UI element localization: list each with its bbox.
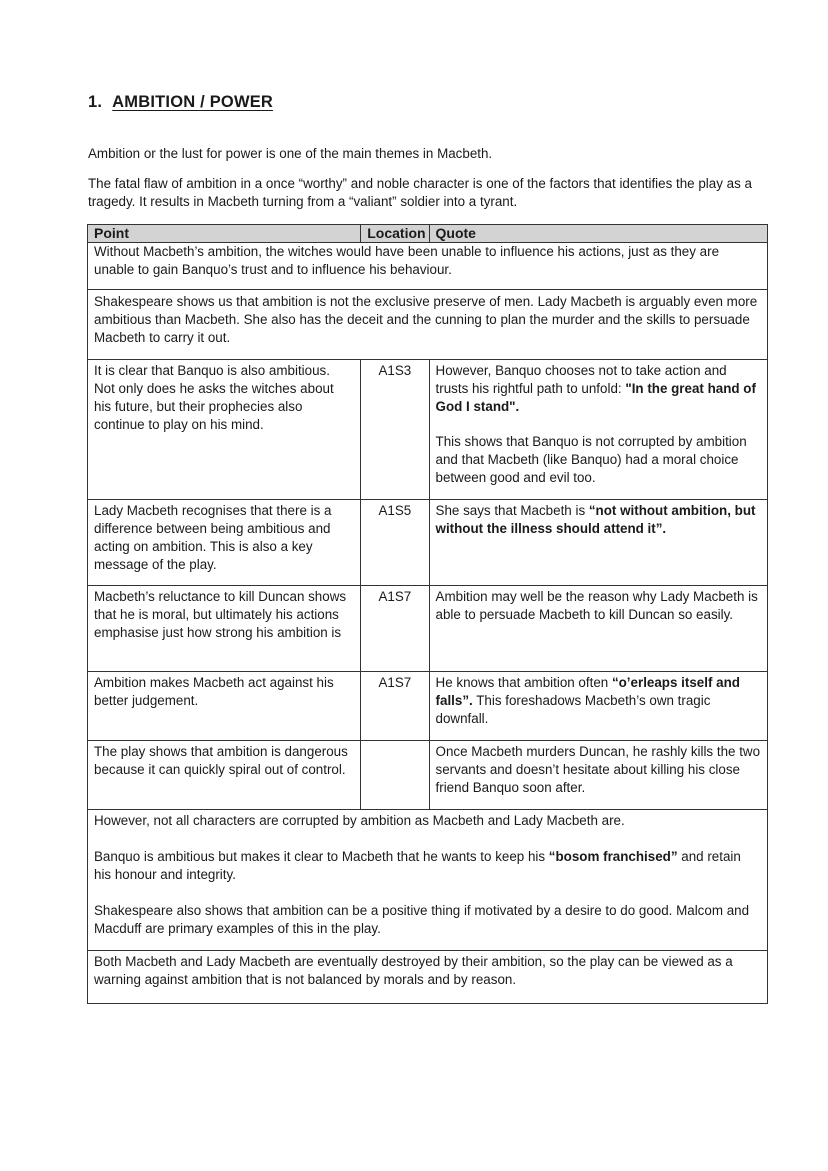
section-title: AMBITION / POWER <box>112 93 274 111</box>
table-row-span <box>88 290 768 360</box>
quote-cell <box>429 500 767 586</box>
themes-table <box>87 224 768 1004</box>
point-cell: Macbeth’s reluctance to kill Duncan shows that he is moral, but ultimately his actions emphasise just how strong his ambition is <box>88 586 361 672</box>
quote-cell: Ambition may well be the reason why Lady Macbeth is able to persuade Macbeth to kill Duncan so easily. <box>429 586 767 672</box>
table-header-row <box>88 225 768 243</box>
quote-cell: Once Macbeth murders Duncan, he rashly kills the two servants and doesn’t hesitate about killing his close friend Banquo soon after. <box>429 741 767 810</box>
point-cell: Ambition makes Macbeth act against his better judgement. <box>88 672 361 741</box>
table-row <box>88 672 768 741</box>
point-cell: The play shows that ambition is dangerous because it can quickly spiral out of control. <box>88 741 361 810</box>
table-row <box>88 741 768 810</box>
span-cell-final: Both Macbeth and Lady Macbeth are eventually destroyed by their ambition, so the play can be viewed as a warning against ambition that is not balanced by morals and by reason. <box>88 951 768 1004</box>
summary-para-2 <box>94 848 761 884</box>
quote-bold: “o’erleaps itself and falls”. <box>435 675 740 708</box>
summary-para-2-text: Banquo is ambitious but makes it clear to Macbeth that he wants to keep his <box>94 849 549 864</box>
table-row <box>88 586 768 672</box>
quote-text: However, Banquo chooses not to take action and trusts his rightful path to unfold: <box>435 363 727 396</box>
span-cell: Without Macbeth’s ambition, the witches would have been unable to influence his actions, just as they are unable to gain Banquo’s trust and to influence his behaviour. <box>88 243 768 290</box>
intro-paragraph-1: Ambition or the lust for power is one of the main themes in Macbeth. <box>88 146 493 161</box>
span-cell: Shakespeare shows us that ambition is not the exclusive preserve of men. Lady Macbeth is arguably even more ambitious than Macbeth. She also has the deceit and the cunning to plan the murder and the skills to persuade Macbeth to carry it out. <box>88 290 768 360</box>
table-row-span <box>88 243 768 290</box>
summary-para-2-quote: “bosom franchised” <box>548 849 678 864</box>
quote-bold: “not without ambition, but without the illness should attend it”. <box>435 503 756 536</box>
table-row-span <box>88 951 768 1004</box>
table-row <box>88 360 768 500</box>
quote-cell <box>429 360 767 500</box>
quote-text: She says that Macbeth is <box>435 503 589 518</box>
quote-text: He knows that ambition often <box>435 675 612 690</box>
location-cell: A1S5 <box>361 500 429 586</box>
intro-paragraph-2: The fatal flaw of ambition in a once “worthy” and noble character is one of the factors that identifies the play as a tragedy. It results in Macbeth turning from a “valiant” soldier into a tyrant. <box>88 176 752 209</box>
point-cell: It is clear that Banquo is also ambitious. Not only does he asks the witches about his future, but their prophecies also continue to play on his mind. <box>88 360 361 500</box>
location-cell: A1S7 <box>361 672 429 741</box>
location-cell: A1S3 <box>361 360 429 500</box>
location-cell <box>361 741 429 810</box>
table-row <box>88 500 768 586</box>
summary-para-2-text-after: and retain his honour and integrity. <box>94 849 741 882</box>
quote-text-after: This foreshadows Macbeth’s own tragic downfall. <box>435 693 711 726</box>
header-location: Location <box>361 225 429 243</box>
quote-extra: This shows that Banquo is not corrupted by ambition and that Macbeth (like Banquo) had a moral choice between good and evil too. <box>435 434 747 485</box>
summary-para-3: Shakespeare also shows that ambition can be a positive thing if motivated by a desire to do good. Malcom and Macduff are primary examples of this in the play. <box>94 903 750 936</box>
span-cell-summary <box>88 810 768 951</box>
summary-para-1: However, not all characters are corrupted by ambition as Macbeth and Lady Macbeth are. <box>94 813 625 828</box>
quote-cell <box>429 672 767 741</box>
table-row-span <box>88 810 768 951</box>
point-cell: Lady Macbeth recognises that there is a difference between being ambitious and acting on ambition. This is also a key message of the play. <box>88 500 361 586</box>
header-quote: Quote <box>429 225 767 243</box>
quote-bold: "In the great hand of God I stand". <box>435 381 756 414</box>
location-cell: A1S7 <box>361 586 429 672</box>
section-number: 1. <box>88 93 103 111</box>
section-heading <box>88 93 273 112</box>
header-point: Point <box>88 225 361 243</box>
